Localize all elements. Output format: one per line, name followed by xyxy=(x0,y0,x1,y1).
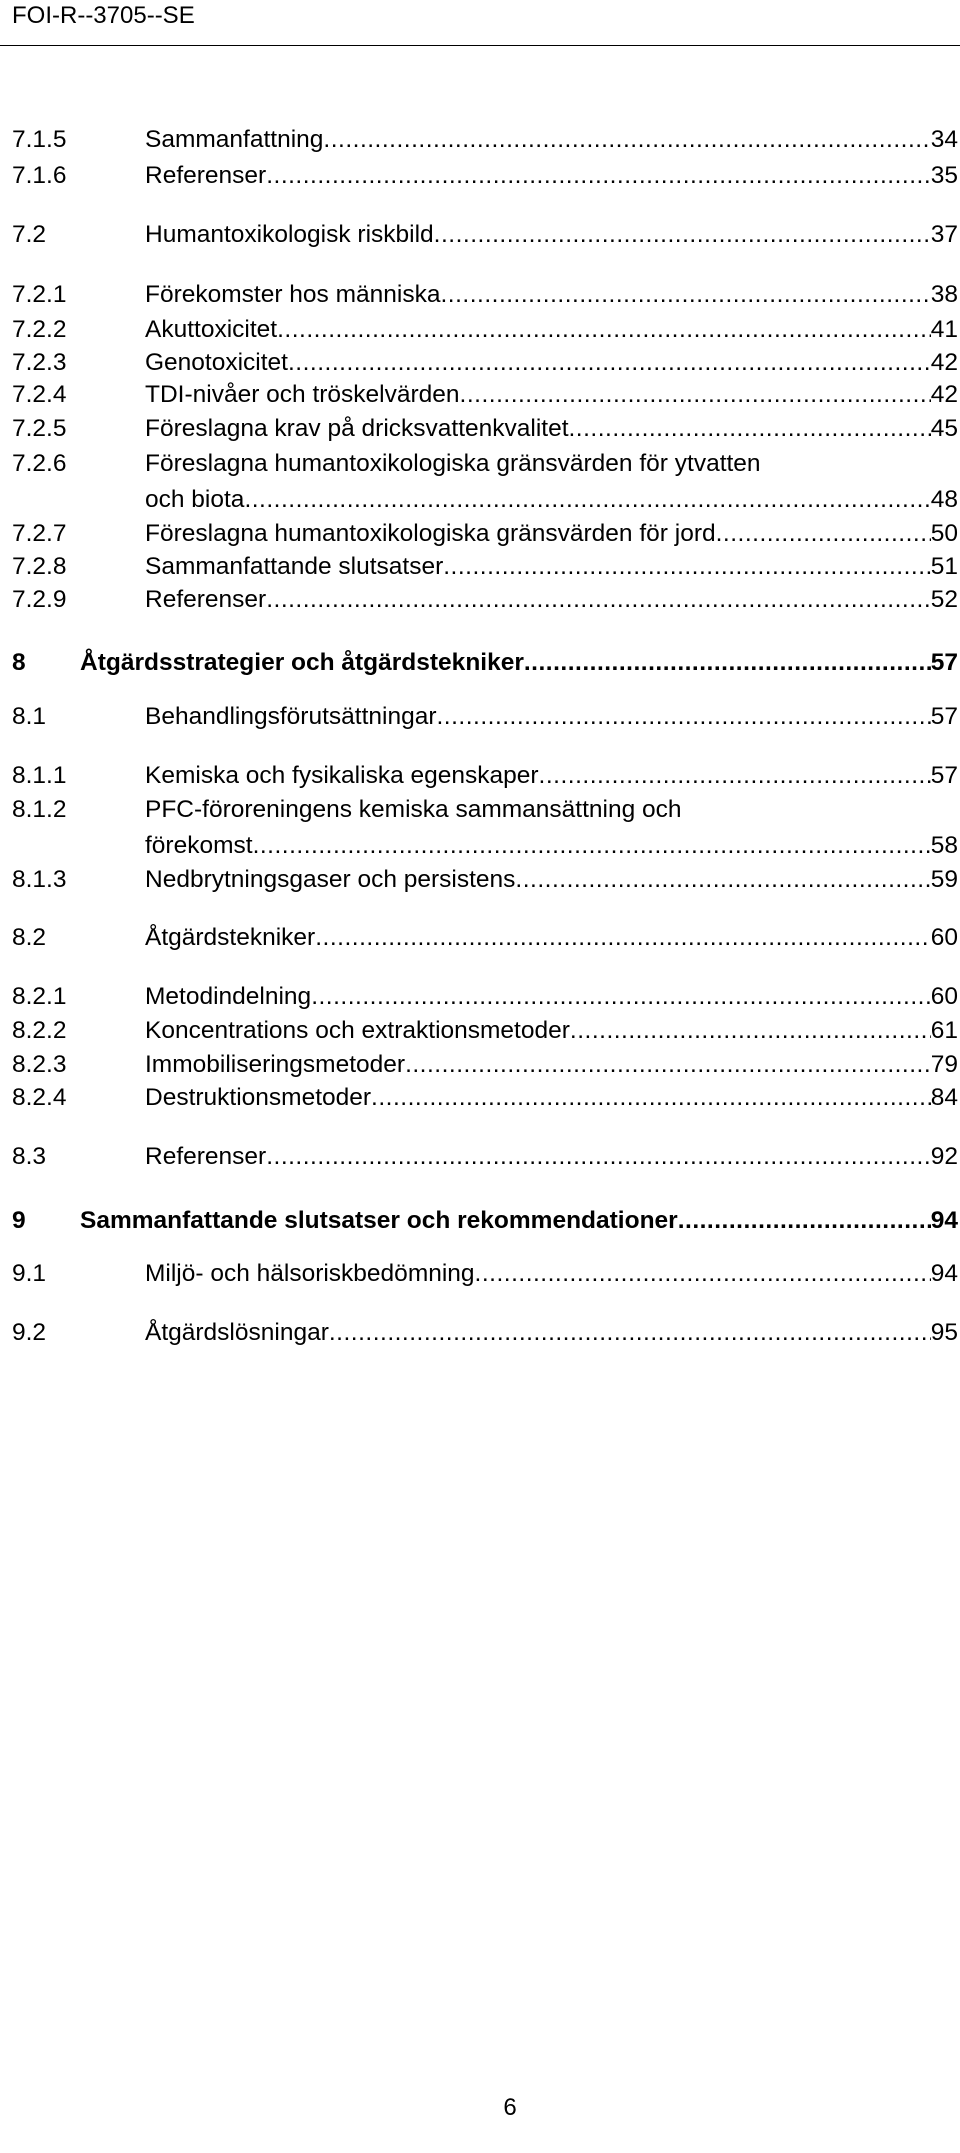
toc-entry-page: 84 xyxy=(930,1084,958,1111)
toc-entry[interactable] xyxy=(12,315,960,345)
toc-entry-title: Kemiska och fysikaliska egenskaper xyxy=(145,762,539,789)
toc-entry-title: Förekomster hos människa xyxy=(145,281,441,308)
dot-leader xyxy=(434,220,931,250)
toc-entry-page: 59 xyxy=(930,866,958,893)
toc-entry-number: 7.2.7 xyxy=(12,520,67,547)
toc-entry-number: 8 xyxy=(12,649,26,676)
toc-entry-title: Åtgärdsstrategier och åtgärdstekniker xyxy=(80,649,524,676)
toc-entry-page: 35 xyxy=(930,162,958,189)
dot-leader xyxy=(440,280,930,310)
toc-entry-page: 60 xyxy=(930,983,958,1010)
dot-leader xyxy=(329,1318,931,1348)
toc-entry-number: 8.2 xyxy=(12,924,47,951)
dot-leader xyxy=(570,1016,931,1046)
dot-leader xyxy=(460,380,931,410)
dot-leader xyxy=(716,519,931,549)
toc-entry-number: 7.2 xyxy=(12,221,47,248)
toc-entry-page: 94 xyxy=(930,1260,958,1287)
toc-entry-number: 7.2.3 xyxy=(12,349,67,376)
toc-entry-title: Referenser xyxy=(145,586,267,613)
toc-entry[interactable] xyxy=(12,552,960,582)
toc-entry-number: 9.2 xyxy=(12,1319,47,1346)
toc-entry-title: Sammanfattande slutsatser och rekommendationer xyxy=(80,1207,678,1234)
dot-leader xyxy=(678,1206,931,1236)
toc-entry-title: Nedbrytningsgaser och persistens xyxy=(145,866,516,893)
toc-entry-number: 7.2.8 xyxy=(12,553,67,580)
toc-entry[interactable] xyxy=(12,1259,960,1289)
toc-entry-number: 9.1 xyxy=(12,1260,47,1287)
toc-entry-page: 94 xyxy=(930,1207,958,1234)
dot-leader xyxy=(405,1050,931,1080)
toc-entry-title: Akuttoxicitet xyxy=(145,316,278,343)
toc-entry[interactable] xyxy=(12,280,960,310)
toc-entry[interactable] xyxy=(12,982,960,1012)
toc-chapter-entry[interactable] xyxy=(12,648,960,678)
page-number: 6 xyxy=(503,2094,517,2121)
toc-entry-number: 7.1.5 xyxy=(12,126,67,153)
dot-leader xyxy=(539,761,931,791)
toc-entry-page: 38 xyxy=(930,281,958,308)
toc-entry-number: 8.1.2 xyxy=(12,796,67,823)
toc-entry-number: 8.2.3 xyxy=(12,1051,67,1078)
dot-leader xyxy=(569,414,931,444)
toc-entry-page: 61 xyxy=(930,1017,958,1044)
document-id: FOI-R--3705--SE xyxy=(12,2,195,29)
toc-entry-title: Destruktionsmetoder xyxy=(145,1084,372,1111)
toc-entry-title: Immobiliseringsmetoder xyxy=(145,1051,406,1078)
dot-leader xyxy=(244,485,930,515)
dot-leader xyxy=(515,865,930,895)
toc-entry-page: 45 xyxy=(930,415,958,442)
dot-leader xyxy=(524,648,931,678)
dot-leader xyxy=(436,702,930,732)
toc-entry-title: Åtgärdstekniker xyxy=(145,924,316,951)
toc-entry-title: Föreslagna krav på dricksvattenkvalitet xyxy=(145,415,569,442)
toc-entry-page: 50 xyxy=(930,520,958,547)
toc-entry-page: 60 xyxy=(930,924,958,951)
toc-entry-page: 37 xyxy=(930,221,958,248)
toc-entry-page: 92 xyxy=(930,1143,958,1170)
toc-entry-title: Sammanfattning xyxy=(145,126,324,153)
dot-leader xyxy=(266,1142,931,1172)
toc-entry[interactable] xyxy=(12,923,960,953)
toc-entry-title: Metodindelning xyxy=(145,983,312,1010)
toc-entry[interactable] xyxy=(12,865,960,895)
toc-entry-title: Referenser xyxy=(145,162,267,189)
toc-entry-number: 7.1.6 xyxy=(12,162,67,189)
toc-entry-number: 7.2.5 xyxy=(12,415,67,442)
toc-entry-title: Referenser xyxy=(145,1143,267,1170)
dot-leader xyxy=(315,923,931,953)
toc-entry-page: 57 xyxy=(930,649,958,676)
toc-entry-title-line1: PFC-föroreningens kemiska sammansättning och xyxy=(145,796,682,823)
toc-entry-number: 8.2.4 xyxy=(12,1084,67,1111)
toc-entry[interactable] xyxy=(12,1083,960,1113)
toc-entry[interactable] xyxy=(12,348,960,378)
dot-leader xyxy=(443,552,930,582)
toc-entry-number: 7.2.6 xyxy=(12,450,67,477)
dot-leader xyxy=(311,982,931,1012)
toc-entry-title: Sammanfattande slutsatser xyxy=(145,553,444,580)
toc-entry-page: 57 xyxy=(930,762,958,789)
toc-entry-page: 57 xyxy=(930,703,958,730)
toc-entry-number: 7.2.9 xyxy=(12,586,67,613)
document-header xyxy=(0,0,960,46)
toc-entry-title: Genotoxicitet xyxy=(145,349,288,376)
toc-entry-number: 7.2.1 xyxy=(12,281,67,308)
toc-entry-number: 7.2.4 xyxy=(12,381,67,408)
toc-entry-title: Humantoxikologisk riskbild xyxy=(145,221,434,248)
toc-entry-page: 41 xyxy=(930,316,958,343)
toc-entry[interactable] xyxy=(12,220,960,250)
toc-entry-number: 9 xyxy=(12,1207,26,1234)
toc-entry-title: Koncentrations och extraktionsmetoder xyxy=(145,1017,570,1044)
toc-entry-number: 8.1.1 xyxy=(12,762,67,789)
toc-entry-title: Behandlingsförutsättningar xyxy=(145,703,437,730)
toc-entry-page: 42 xyxy=(930,349,958,376)
toc-entry[interactable] xyxy=(12,1050,960,1080)
dot-leader xyxy=(266,161,931,191)
toc-entry-number: 8.2.2 xyxy=(12,1017,67,1044)
dot-leader xyxy=(323,125,930,155)
toc-entry-page: 42 xyxy=(930,381,958,408)
toc-entry[interactable] xyxy=(12,414,960,444)
toc-entry-number: 7.2.2 xyxy=(12,316,67,343)
toc-entry-number: 8.2.1 xyxy=(12,983,67,1010)
toc-entry[interactable] xyxy=(12,702,960,732)
dot-leader xyxy=(277,315,931,345)
toc-entry-number: 8.1 xyxy=(12,703,47,730)
toc-entry-page: 52 xyxy=(930,586,958,613)
dot-leader xyxy=(266,585,931,615)
dot-leader xyxy=(253,831,931,861)
toc-entry-title-line1: Föreslagna humantoxikologiska gränsvärden för ytvatten xyxy=(145,450,761,477)
toc-entry[interactable] xyxy=(12,125,960,155)
toc-entry-title: TDI-nivåer och tröskelvärden xyxy=(145,381,460,408)
toc-entry-title: Miljö- och hälsoriskbedömning xyxy=(145,1260,475,1287)
dot-leader xyxy=(288,348,931,378)
toc-chapter-entry[interactable] xyxy=(12,1206,960,1236)
toc-entry[interactable] xyxy=(12,519,960,549)
toc-entry[interactable] xyxy=(12,1142,960,1172)
toc-entry-page: 95 xyxy=(930,1319,958,1346)
toc-entry-title: Föreslagna humantoxikologiska gränsvärden för jord xyxy=(145,520,716,547)
dot-leader xyxy=(371,1083,931,1113)
toc-entry-title-line2: och biota xyxy=(145,486,245,513)
toc-entry-page: 58 xyxy=(930,832,958,859)
toc-entry-number: 8.3 xyxy=(12,1143,47,1170)
toc-entry-title: Åtgärdslösningar xyxy=(145,1319,329,1346)
toc-entry-page: 48 xyxy=(930,486,958,513)
toc-entry[interactable] xyxy=(12,761,960,791)
toc-entry[interactable] xyxy=(12,380,960,410)
toc-entry-page: 51 xyxy=(930,553,958,580)
dot-leader xyxy=(475,1259,931,1289)
toc-entry-number: 8.1.3 xyxy=(12,866,67,893)
toc-entry-page: 79 xyxy=(930,1051,958,1078)
toc-entry[interactable] xyxy=(12,585,960,615)
toc-entry[interactable] xyxy=(12,1016,960,1046)
toc-entry-title-line2: förekomst xyxy=(145,832,253,859)
toc-entry[interactable] xyxy=(12,1318,960,1348)
toc-entry[interactable] xyxy=(12,161,960,191)
toc-entry-page: 34 xyxy=(930,126,958,153)
